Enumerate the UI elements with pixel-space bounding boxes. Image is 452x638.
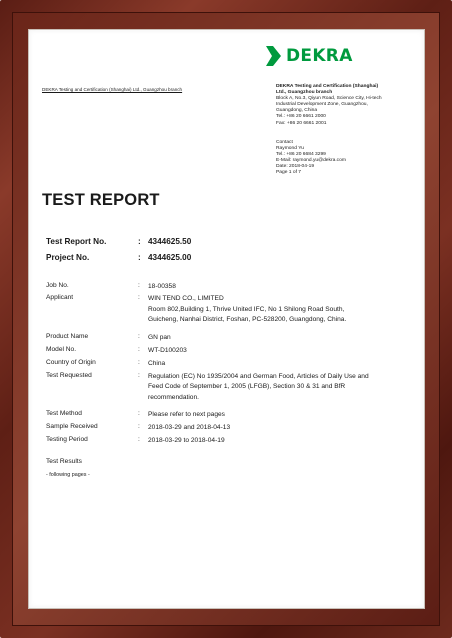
detail-row-test-method	[46, 410, 374, 423]
field-value: 18-00358	[148, 283, 176, 290]
dekra-logo	[264, 45, 353, 67]
dekra-mark-icon	[264, 45, 282, 67]
address-line: Block A, No.3, Qiyun Road, Science City, Hi-tech	[276, 96, 382, 102]
field-label: Project No.	[46, 253, 90, 262]
logo-wordmark: DEKRA	[286, 46, 353, 66]
field-value: WT-D100203	[148, 347, 187, 354]
field-colon: :	[138, 253, 141, 262]
field-colon: :	[138, 436, 140, 443]
contact-line: Tel.: +86 20 6684 3299	[276, 152, 326, 158]
field-label: Test Report No.	[46, 237, 107, 246]
field-value: Regulation (EC) No 1935/2004 and German Food, Articles of Daily Use and Feed Code of September 1, 2005 (LFGB), Section 30 & 31 and BfR recommendation.	[148, 373, 369, 401]
address-line: Industrial Development Zone, Guangzhou,	[276, 102, 368, 108]
contact-block	[276, 140, 346, 177]
report-title: TEST REPORT	[42, 191, 160, 209]
address-line: Tel.: +86 20 6661 2000	[276, 114, 326, 120]
detail-row-country-of-origin	[46, 359, 374, 372]
address-line: Fax: +86 20 6661 2001	[276, 120, 327, 126]
contact-line: Contact	[276, 140, 293, 145]
contact-line: Page 1 of 7	[276, 170, 302, 176]
field-value: 2018-03-29 and 2018-04-13	[148, 424, 231, 431]
detail-row-product-name	[46, 333, 374, 346]
field-label: Model No.	[46, 346, 77, 353]
detail-row-applicant	[46, 294, 374, 305]
field-label: Country of Origin	[46, 359, 96, 366]
field-label: Test Method	[46, 410, 82, 417]
report-details	[46, 282, 374, 449]
detail-row-test-requested	[46, 372, 374, 410]
contact-line: E-Mail: raymond.yu@dekra.com	[276, 158, 346, 164]
company-address	[276, 84, 382, 127]
detail-row-model-no	[46, 346, 374, 359]
contact-line: Raymond Yu	[276, 146, 304, 152]
sender-line: DEKRA Testing and Certification (Shanghai) Ltd., Guangzhou branch	[42, 87, 183, 92]
field-value: 4344625.50	[148, 237, 192, 246]
field-value: WIN TEND CO., LIMITED	[148, 295, 224, 302]
field-value: 4344625.00	[148, 253, 192, 262]
field-label: Test Requested	[46, 372, 92, 379]
field-value: 2018-03-29 to 2018-04-19	[148, 437, 225, 444]
field-value: GN pan	[148, 334, 171, 341]
field-colon: :	[138, 237, 141, 246]
field-colon: :	[138, 423, 140, 430]
field-value: China	[148, 360, 166, 367]
field-colon: :	[138, 333, 140, 340]
field-colon: :	[138, 410, 140, 417]
detail-row-applicant-address	[46, 305, 374, 333]
test-results-heading: Test Results	[46, 458, 82, 465]
detail-row-sample-received	[46, 423, 374, 436]
field-value: Please refer to next pages	[148, 411, 225, 418]
field-label: Applicant	[46, 294, 74, 301]
detail-row-job-no	[46, 282, 374, 294]
address-line: Ltd., Guangzhou branch	[276, 90, 333, 96]
field-label: Sample Received	[46, 423, 98, 430]
field-colon: :	[138, 282, 140, 289]
contact-line: Date: 2018-04-19	[276, 164, 315, 170]
test-results-note: - following pages -	[46, 472, 90, 478]
field-label: Testing Period	[46, 436, 88, 443]
field-label: Product Name	[46, 333, 89, 340]
field-label: Job No.	[46, 282, 69, 289]
detail-row-testing-period	[46, 436, 374, 449]
address-line: DEKRA Testing and Certification (Shanghai)	[276, 84, 379, 89]
address-line: Guangdong, China	[276, 108, 318, 114]
field-value: Room 802,Building 1, Thrive United IFC, No 1 Shilong Road South, Guicheng, Nanhai District, Foshan, PC-528200, Guangdong, China.	[148, 306, 347, 324]
field-colon: :	[138, 346, 140, 353]
field-colon: :	[138, 372, 140, 379]
field-colon: :	[138, 359, 140, 366]
field-colon: :	[138, 294, 140, 301]
